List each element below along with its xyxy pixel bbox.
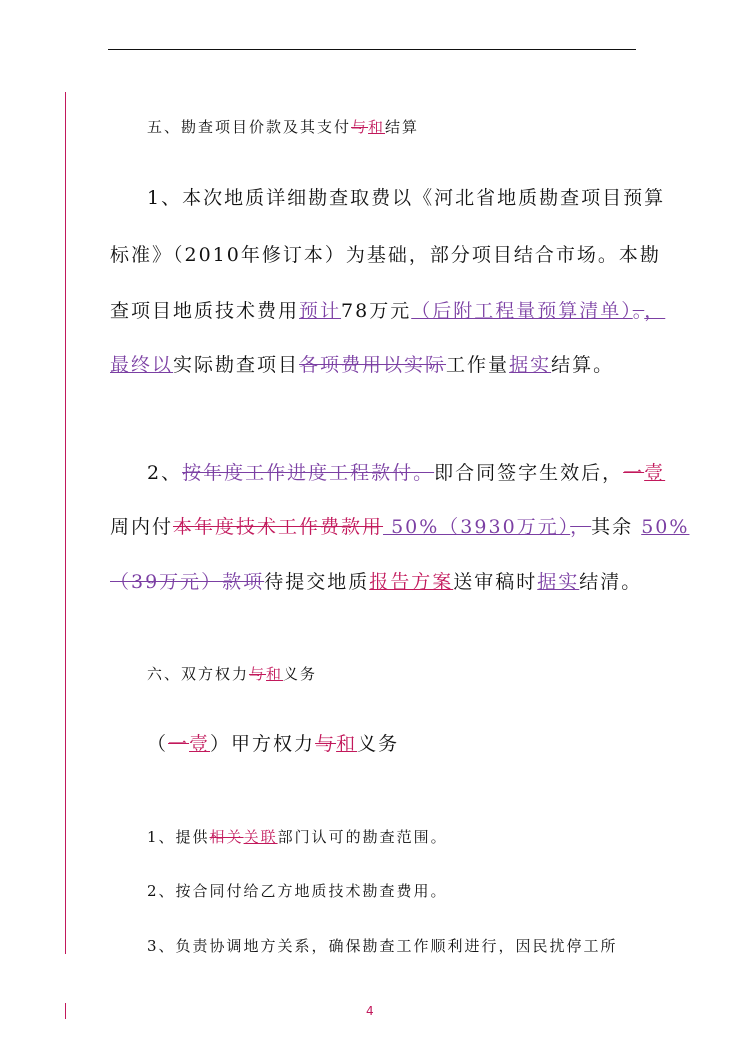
list-item: 3、负责协调地方关系，确保勘查工作顺利进行，因民扰停工所 <box>147 937 618 955</box>
list-item: 1、提供相关关联部门认可的勘查范围。 <box>147 828 448 846</box>
section-5-heading: 五、勘查项目价款及其支付与和结算 <box>147 118 420 136</box>
page-number: 4 <box>366 1004 374 1018</box>
paragraph-line: （39万元）款项待提交地质报告方案送审稿时据实结清。 <box>110 571 643 593</box>
change-bar-footer <box>65 1003 66 1019</box>
inserted-text: 50%（3930万元） <box>383 516 571 538</box>
inserted-text: 壹 <box>189 733 211 755</box>
subsection-heading: （一壹）甲方权力与和义务 <box>147 733 400 755</box>
paragraph-line: 周内付本年度技术工作费款用 50%（3930万元），其余 50% <box>110 516 690 538</box>
deleted-text: 各项费用以实际 <box>299 354 447 376</box>
deleted-text: 一 <box>623 462 645 484</box>
deleted-text: 。 <box>632 300 645 322</box>
deleted-text: 与 <box>315 733 337 755</box>
inserted-text: 50% <box>641 516 690 538</box>
inserted-text: 和 <box>266 665 284 683</box>
paragraph-line: 标准》（2010年修订本）为基础，部分项目结合市场。本勘 <box>110 244 661 266</box>
paragraph-line: 1、本次地质详细勘查取费以《河北省地质勘查项目预算 <box>147 187 666 209</box>
inserted-text: 据实 <box>509 354 552 376</box>
deleted-text: 相关 <box>209 828 244 846</box>
list-item: 2、按合同付给乙方地质技术勘查费用。 <box>147 882 448 900</box>
deleted-text: 与 <box>351 118 369 136</box>
paragraph-line: 2、按年度工作进度工程款付。即合同签字生效后，一壹 <box>147 462 666 484</box>
inserted-text: 和 <box>336 733 358 755</box>
inserted-text: 和 <box>368 118 386 136</box>
inserted-text: 关联 <box>243 828 278 846</box>
paragraph-line: 查项目地质技术费用预计78万元（后附工程量预算清单）。， <box>110 300 666 322</box>
inserted-text: ， <box>644 300 666 322</box>
inserted-text: 预计 <box>299 300 342 322</box>
deleted-text: 按年度工作进度工程款付。 <box>182 462 435 484</box>
deleted-text: 一 <box>168 733 190 755</box>
paragraph-line: 最终以实际勘查项目各项费用以实际工作量据实结算。 <box>110 354 615 376</box>
change-bar <box>65 92 66 954</box>
header-rule <box>108 49 636 50</box>
deleted-text: 本年度技术工作费款用 <box>173 516 384 538</box>
inserted-text: 据实 <box>537 571 580 593</box>
deleted-text: （39万元）款项 <box>110 571 265 593</box>
inserted-text: （后附工程量预算清单） <box>411 300 633 322</box>
section-6-heading: 六、双方权力与和义务 <box>147 665 318 683</box>
deleted-text: ， <box>570 516 592 538</box>
inserted-text: 最终以 <box>110 354 174 376</box>
deleted-text: 与 <box>249 665 267 683</box>
inserted-text: 报告方案 <box>369 571 454 593</box>
inserted-text: 壹 <box>644 462 666 484</box>
